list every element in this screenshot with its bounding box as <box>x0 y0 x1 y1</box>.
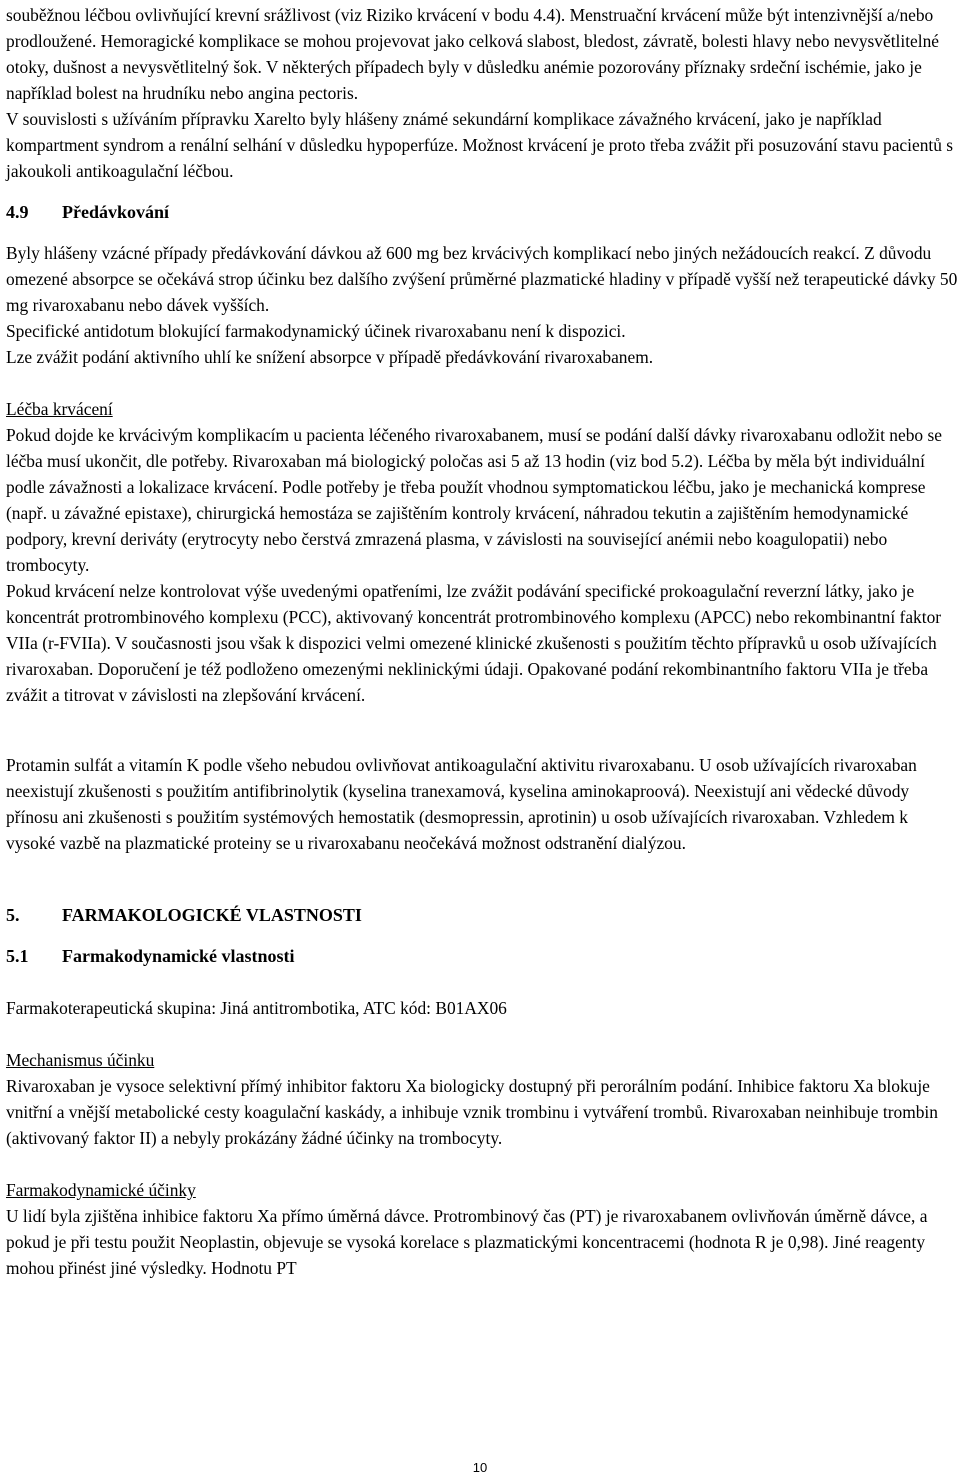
paragraph-reversal-agents: Pokud krvácení nelze kontrolovat výše uvedenými opatřeními, lze zvážit podávání specifické prokoagulační reverzní látky, jako je koncentrát protrombinového komplexu (PCC), aktivovaný koncentrát protrombinového komplexu (APCC) nebo rekombinantní faktor VIIa (r-FVIIa). V současnosti jsou však k dispozici velmi omezené klinické zkušenosti s použitím těchto přípravků u osob užívajících rivaroxaban. Doporučení je též podloženo omezenými neklinickými údaji. Opakované podání rekombinantního faktoru VIIa je třeba zvážit a titrovat v závislosti na zlepšování krvácení. <box>6 581 942 705</box>
section-number: 4.9 <box>6 202 29 222</box>
paragraph-bleeding-management: Pokud dojde ke krvácivým komplikacím u pacienta léčeného rivaroxabanem, musí se podání další dávky rivaroxabanu odložit nebo se léčba musí ukončit, dle potřeby. Rivaroxaban má biologický poločas asi 5 až 13 hodin (viz bod 5.2). Léčba by měla být individuální podle závažnosti a lokalizace krvácení. Podle potřeby je třeba použít vhodnou symptomatickou léčbu, jako je mechanická komprese (např. u závažné epistaxe), chirurgická hemostáza se zajištěním kontroly krvácení, náhradou tekutin a zajištěním hemodynamické podpory, krevní deriváty (erytrocyty nebo čerstvá zmrazená plasma, v závislosti na související anémii nebo koagulopatii) nebo trombocyty. <box>6 425 942 575</box>
section-heading-4-9 <box>6 199 958 225</box>
paragraph-mechanism: Rivaroxaban je vysoce selektivní přímý inhibitor faktoru Xa biologicky dostupný při perorálním podání. Inhibice faktoru Xa blokuje vnitřní a vnější metabolické cesty koagulační kaskády, a inhibuje vznik trombinu i vytváření trombů. Rivaroxaban neinhibuje trombin (aktivovaný faktor II) a nebyly prokázány žádné účinky na trombocyty. <box>6 1076 938 1148</box>
section-number: 5. <box>6 905 20 925</box>
section-heading-5 <box>6 902 958 928</box>
paragraph-pharmacodynamic-effects: U lidí byla zjištěna inhibice faktoru Xa přímo úměrná dávce. Protrombinový čas (PT) je rivaroxabanem ovlivňován úměrně dávce, a pokud je při testu použit Neoplastin, objevuje se vysoká korelace s plazmatickými koncentracemi (hodnota R je 0,98). Jiné reagenty mohou přinést jiné výsledky. Hodnotu PT <box>6 1206 928 1278</box>
subheading-mechanism-of-action: Mechanismus účinku <box>6 1050 155 1070</box>
section-title: FARMAKOLOGICKÉ VLASTNOSTI <box>62 905 362 925</box>
page-number: 10 <box>472 1460 488 1475</box>
subheading-pharmacodynamic-effects: Farmakodynamické účinky <box>6 1180 196 1200</box>
paragraph-secondary-complications: V souvislosti s užíváním přípravku Xarelto byly hlášeny známé sekundární komplikace závažného krvácení, jako je například kompartment syndrom a renální selhání v důsledku hypoperfúze. Možnost krvácení je proto třeba zvážit při posuzování stavu pacientů s jakoukoli antikoagulační léčbou. <box>6 109 954 181</box>
paragraph-overdose-cases: Byly hlášeny vzácné případy předávkování dávkou až 600 mg bez krvácivých komplikací nebo jiných nežádoucích reakcí. Z důvodu omezené absorpce se očekává strop účinku bez dalšího zvýšení průměrné plazmatické hladiny v případě vyšší než terapeutické dávky 50 mg rivaroxabanu nebo dávek vyšších. <box>6 243 958 315</box>
paragraph-pharmacotherapeutic-group: Farmakoterapeutická skupina: Jiná antitrombotika, ATC kód: B01AX06 <box>6 998 507 1018</box>
section-title: Farmakodynamické vlastnosti <box>62 946 295 966</box>
paragraph-activated-charcoal: Lze zvážit podání aktivního uhlí ke snížení absorpce v případě předávkování rivaroxabanem. <box>6 347 654 367</box>
subheading-bleeding-treatment: Léčba krvácení <box>6 399 113 419</box>
section-number: 5.1 <box>6 946 29 966</box>
section-heading-5-1 <box>6 943 958 969</box>
document-page <box>6 2 958 1281</box>
section-title: Předávkování <box>62 202 170 222</box>
paragraph-antidote: Specifické antidotum blokující farmakodynamický účinek rivaroxabanu není k dispozici. <box>6 321 626 341</box>
paragraph-protamine-vitamin-k: Protamin sulfát a vitamín K podle všeho nebudou ovlivňovat antikoagulační aktivitu rivaroxabanu. U osob užívajících rivaroxaban neexistují zkušenosti s použitím antifibrinolytik (kyselina tranexamová, kyselina aminokaproová). Neexistují ani vědecké důvody přínosu ani zkušenosti s použitím systémových hemostatik (desmopressin, aprotinin) u osob užívajících rivaroxaban. Vzhledem k vysoké vazbě na plazmatické proteiny se u rivaroxabanu neočekává možnost odstranění dialýzou. <box>6 755 917 853</box>
paragraph-bleeding-symptoms: souběžnou léčbou ovlivňující krevní srážlivost (viz Riziko krvácení v bodu 4.4). Menstruační krvácení může být intenzivnější a/nebo prodloužené. Hemoragické komplikace se mohou projevovat jako celková slabost, bledost, závratě, bolesti hlavy nebo nevysvětlitelné otoky, dušnost a nevysvětlitelný šok. V některých případech byly v důsledku anémie pozorovány příznaky srdeční ischémie, jako je například bolest na hrudníku nebo angina pectoris. <box>6 5 940 103</box>
